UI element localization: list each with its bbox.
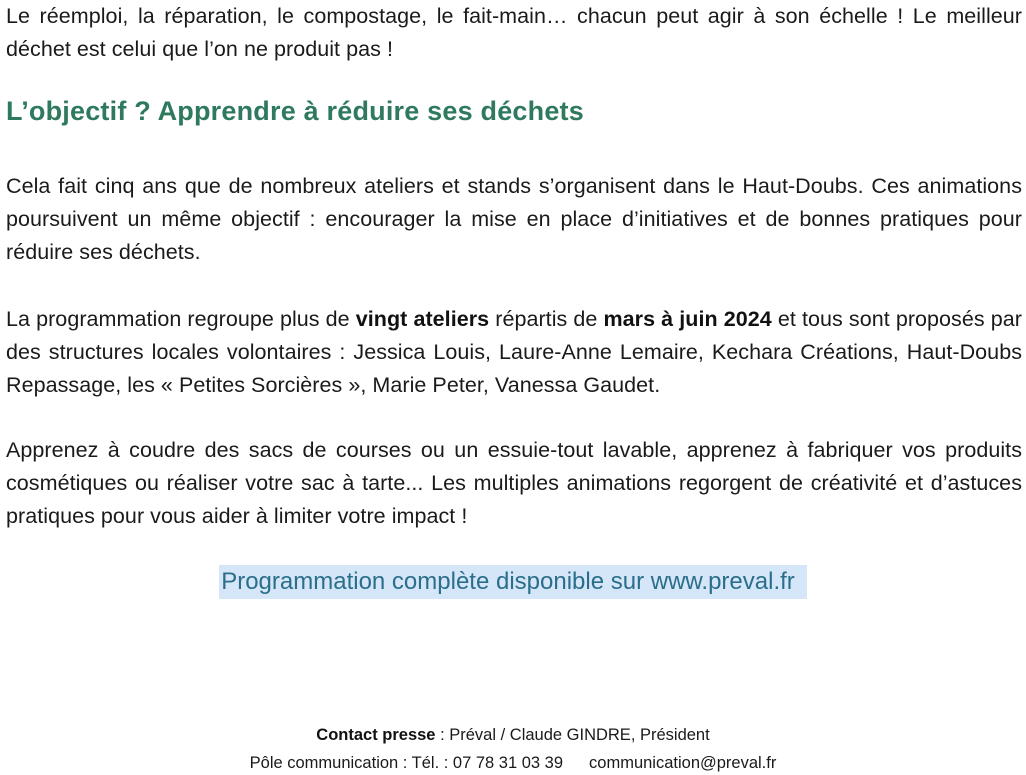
- contact-press-line: [0, 723, 1026, 747]
- program-link[interactable]: Programmation complète disponible sur www.preval.fr: [219, 565, 807, 599]
- paragraph-programme: [6, 303, 1022, 402]
- programme-text-1: La programmation regroupe plus de: [6, 307, 356, 331]
- contact-email[interactable]: communication@preval.fr: [589, 754, 777, 772]
- contact-details: : Préval / Claude GINDRE, Président: [435, 726, 710, 744]
- programme-text-3: et tous sont proposés par des structures locales volontaires : Jessica Louis, Laure-Anne Lemaire, Kechara Créations, Haut-Doubs Repassage, les « Petites Sorcières », Marie Peter, Vanessa Gaudet.: [6, 307, 1022, 397]
- contact-communication-line: [0, 751, 1026, 775]
- paragraph-activities: Apprenez à coudre des sacs de courses ou un essuie-tout lavable, apprenez à fabriquer vos produits cosmétiques ou réaliser votre sac à tarte... Les multiples animations regorgent de créativité et d’astuces pratiques pour vous aider à limiter votre impact !: [6, 438, 1022, 528]
- section-heading: L’objectif ? Apprendre à réduire ses déchets: [6, 96, 584, 126]
- programme-workshop-count: vingt ateliers: [355, 307, 490, 331]
- programme-dates: mars à juin 2024: [603, 307, 772, 331]
- programme-text-2: répartis de: [489, 307, 604, 331]
- intro-paragraph: Le réemploi, la réparation, le compostage, le fait-main… chacun peut agir à son échelle ! Le meilleur déchet est celui que l’on ne produit pas !: [6, 4, 1022, 61]
- contact-label: Contact presse: [316, 726, 436, 744]
- contact-phone: Pôle communication : Tél. : 07 78 31 03 39: [249, 754, 564, 772]
- program-link-line: [0, 565, 1026, 599]
- paragraph-workshops-history: Cela fait cinq ans que de nombreux ateliers et stands s’organisent dans le Haut-Doubs. Ces animations poursuivent un même objectif : encourager la mise en place d’initiatives et de bonnes pratiques pour réduire ses déchets.: [6, 174, 1022, 264]
